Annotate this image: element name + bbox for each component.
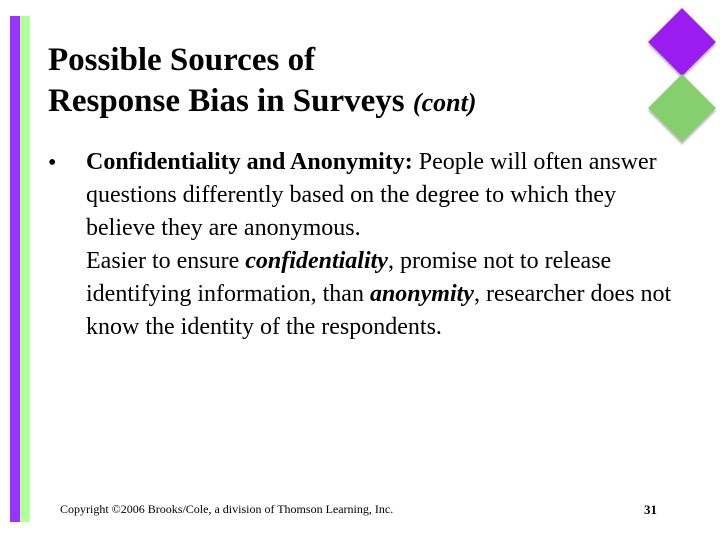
copyright-footer: Copyright ©2006 Brooks/Cole, a division of Thomson Learning, Inc.: [60, 502, 394, 516]
title-line-2-text: Response Bias in Surveys: [48, 83, 405, 119]
page-number: 31: [644, 502, 657, 517]
title-line-2: [48, 81, 648, 123]
title-line-1: Possible Sources of: [48, 42, 316, 78]
left-accent-bar-purple: [10, 16, 20, 522]
title-suffix: (cont): [412, 88, 477, 117]
term-confidentiality: confidentiality: [245, 248, 388, 274]
p2-after: , researcher does not know the identity of the respondents.: [86, 281, 672, 340]
p2-before: Easier to ensure: [86, 248, 246, 274]
bullet-paragraph-2: [86, 245, 676, 344]
bullet-heading: Confidentiality and Anonymity:: [86, 149, 413, 175]
bullet-marker: •: [48, 150, 57, 176]
slide-title: [48, 40, 648, 123]
bullet-content: [86, 146, 676, 344]
green-diamond-icon: [648, 74, 716, 142]
left-accent-bar-green: [20, 16, 30, 522]
p2-mid: , promise not to release identifying information, than: [86, 248, 612, 307]
bullet-text-1: People will often answer questions differently based on the degree to which they believe they are anonymous.: [86, 149, 657, 241]
bullet-paragraph-1: [86, 146, 676, 245]
purple-diamond-icon: [648, 8, 716, 76]
term-anonymity: anonymity: [369, 281, 474, 307]
